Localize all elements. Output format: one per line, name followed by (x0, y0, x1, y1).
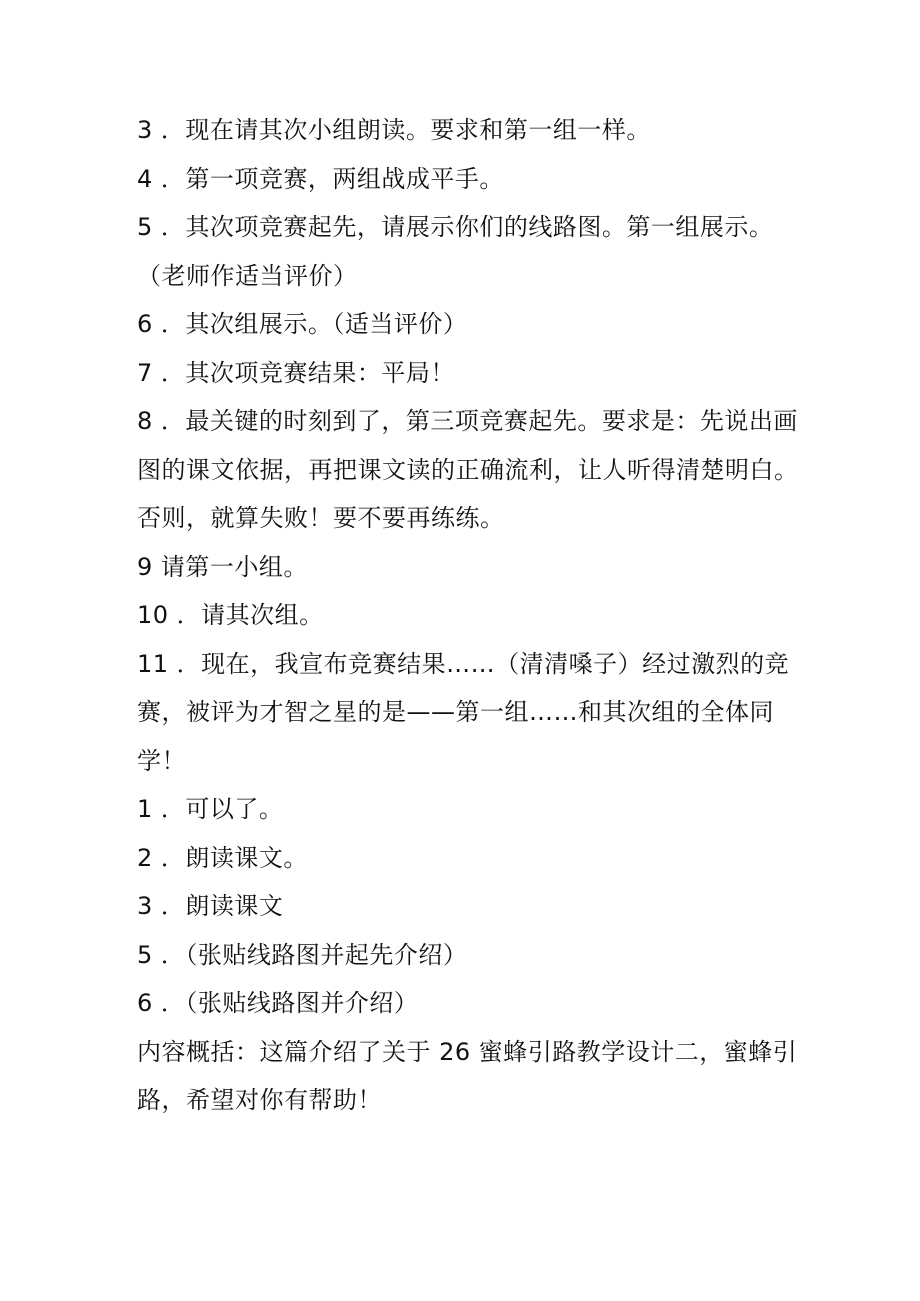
text-line: 图的课文依据，再把课文读的正确流利，让人听得清楚明白。 (137, 455, 799, 484)
text-line: 6 ．（张贴线路图并介绍） (137, 989, 419, 1017)
text-line: 8 ．最关键的时刻到了，第三项竞赛起先。要求是：先说出画 (137, 407, 798, 435)
text-line: 赛，被评为才智之星的是——第一组……和其次组的全体同 (137, 698, 774, 726)
text-line: 4 ．第一项竞赛，两组战成平手。 (137, 164, 504, 193)
summary-line: 内容概括：这篇介绍了关于 26 蜜蜂引路教学设计二，蜜蜂引 (137, 1037, 798, 1066)
text-line: 10 ．请其次组。 (137, 601, 324, 629)
text-line: 否则，就算失败！要不要再练练。 (137, 504, 505, 532)
text-line: 11 ．现在，我宣布竞赛结果……（清清嗓子）经过激烈的竞 (137, 649, 790, 678)
text-line: 1 ．可以了。 (137, 795, 284, 823)
text-line: 2 ．朗读课文。 (137, 843, 308, 872)
document-body (137, 106, 797, 1125)
text-line: 3 ．朗读课文 (137, 892, 284, 920)
text-line: 9 请第一小组。 (137, 552, 308, 581)
text-line: 7 ．其次项竞赛结果：平局！ (137, 358, 455, 387)
text-line: 学！ (137, 746, 186, 775)
summary-line: 路，希望对你有帮助！ (137, 1086, 382, 1114)
text-line: 5 ．其次项竞赛起先，请展示你们的线路图。第一组展示。 (137, 213, 774, 241)
text-line: （老师作适当评价） (137, 261, 358, 290)
text-line: 6 ．其次组展示。（适当评价） (137, 310, 468, 338)
text-line: 3 ．现在请其次小组朗读。要求和第一组一样。 (137, 116, 651, 144)
text-line: 5 ．（张贴线路图并起先介绍） (137, 940, 468, 969)
